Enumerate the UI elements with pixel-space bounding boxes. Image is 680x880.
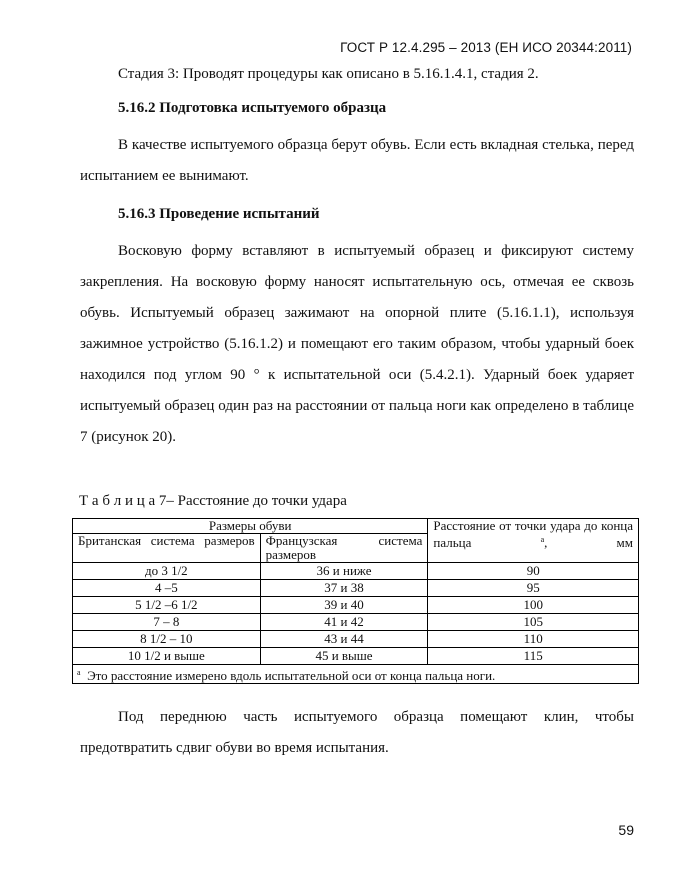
- fr-size-cell: 45 и выше: [260, 648, 428, 665]
- table-row: [73, 563, 639, 580]
- distance-cell: 115: [428, 648, 639, 665]
- document-header: ГОСТ Р 12.4.295 – 2013 (ЕН ИСО 20344:2011): [340, 40, 632, 55]
- table-row: [73, 631, 639, 648]
- section-5-16-3-text: Восковую форму вставляют в испытуемый образец и фиксируют систему закрепления. На восковую форму наносят испытательную ось, отмечая ее сквозь обувь. Испытуемый образец зажимают на опорной плите (5.16.1.1), используя зажимное устройство (5.16.1.2) и помещают его таким образом, чтобы ударный боек находился под углом 90 ° к испытательной оси (5.4.2.1). Ударный боек ударяет испытуемый образец один раз на расстоянии от пальца ноги как определено в таблице 7 (рисунок 20).: [80, 243, 634, 445]
- uk-size-cell: 7 – 8: [73, 614, 261, 631]
- distance-cell: 90: [428, 563, 639, 580]
- fr-size-cell: 37 и 38: [260, 580, 428, 597]
- distance-cell: 100: [428, 597, 639, 614]
- table-row: [73, 580, 639, 597]
- fr-sizes-header: Французская система размеров: [260, 534, 428, 563]
- uk-size-cell: 4 –5: [73, 580, 261, 597]
- table-footnote: [73, 665, 639, 684]
- table-row: [73, 648, 639, 665]
- uk-size-cell: 10 1/2 и выше: [73, 648, 261, 665]
- footnote-mark: a: [77, 668, 81, 677]
- distance-header-text: Расстояние от точки удара до конца пальца: [433, 518, 633, 550]
- stage-3-text: Стадия 3: Проводят процедуры как описано в 5.16.1.4.1, стадия 2.: [118, 66, 539, 82]
- uk-size-cell: 5 1/2 –6 1/2: [73, 597, 261, 614]
- uk-size-cell: 8 1/2 – 10: [73, 631, 261, 648]
- table-group-header-row: [73, 519, 639, 534]
- fr-size-cell: 39 и 40: [260, 597, 428, 614]
- section-5-16-2-heading: 5.16.2 Подготовка испытуемого образца: [118, 100, 387, 116]
- impact-distance-table: [72, 518, 639, 684]
- table-row: [73, 597, 639, 614]
- fr-size-cell: 43 и 44: [260, 631, 428, 648]
- table-row: [73, 614, 639, 631]
- distance-cell: 95: [428, 580, 639, 597]
- section-5-16-3-heading: 5.16.3 Проведение испытаний: [118, 206, 320, 222]
- table-7-title: Т а б л и ц а 7– Расстояние до точки удара: [79, 493, 347, 509]
- footnote-text: Это расстояние измерено вдоль испытательной оси от конца пальца ноги.: [87, 668, 496, 683]
- page-number: 59: [618, 822, 634, 838]
- shoe-sizes-header: Размеры обуви: [73, 519, 428, 534]
- table-footnote-row: [73, 665, 639, 684]
- section-5-16-2-text: В качестве испытуемого образца берут обувь. Если есть вкладная стелька, перед испытанием ее вынимают.: [80, 137, 634, 184]
- distance-footnote-mark: a: [540, 535, 545, 544]
- distance-header-unit: , мм: [544, 535, 634, 550]
- distance-cell: 105: [428, 614, 639, 631]
- fr-size-cell: 36 и ниже: [260, 563, 428, 580]
- wedge-text: Под переднюю часть испытуемого образца помещают клин, чтобы предотвратить сдвиг обуви во время испытания.: [80, 709, 634, 756]
- uk-sizes-header: Британская система размеров: [73, 534, 261, 563]
- distance-cell: 110: [428, 631, 639, 648]
- uk-size-cell: до 3 1/2: [73, 563, 261, 580]
- distance-header: [428, 519, 639, 563]
- fr-size-cell: 41 и 42: [260, 614, 428, 631]
